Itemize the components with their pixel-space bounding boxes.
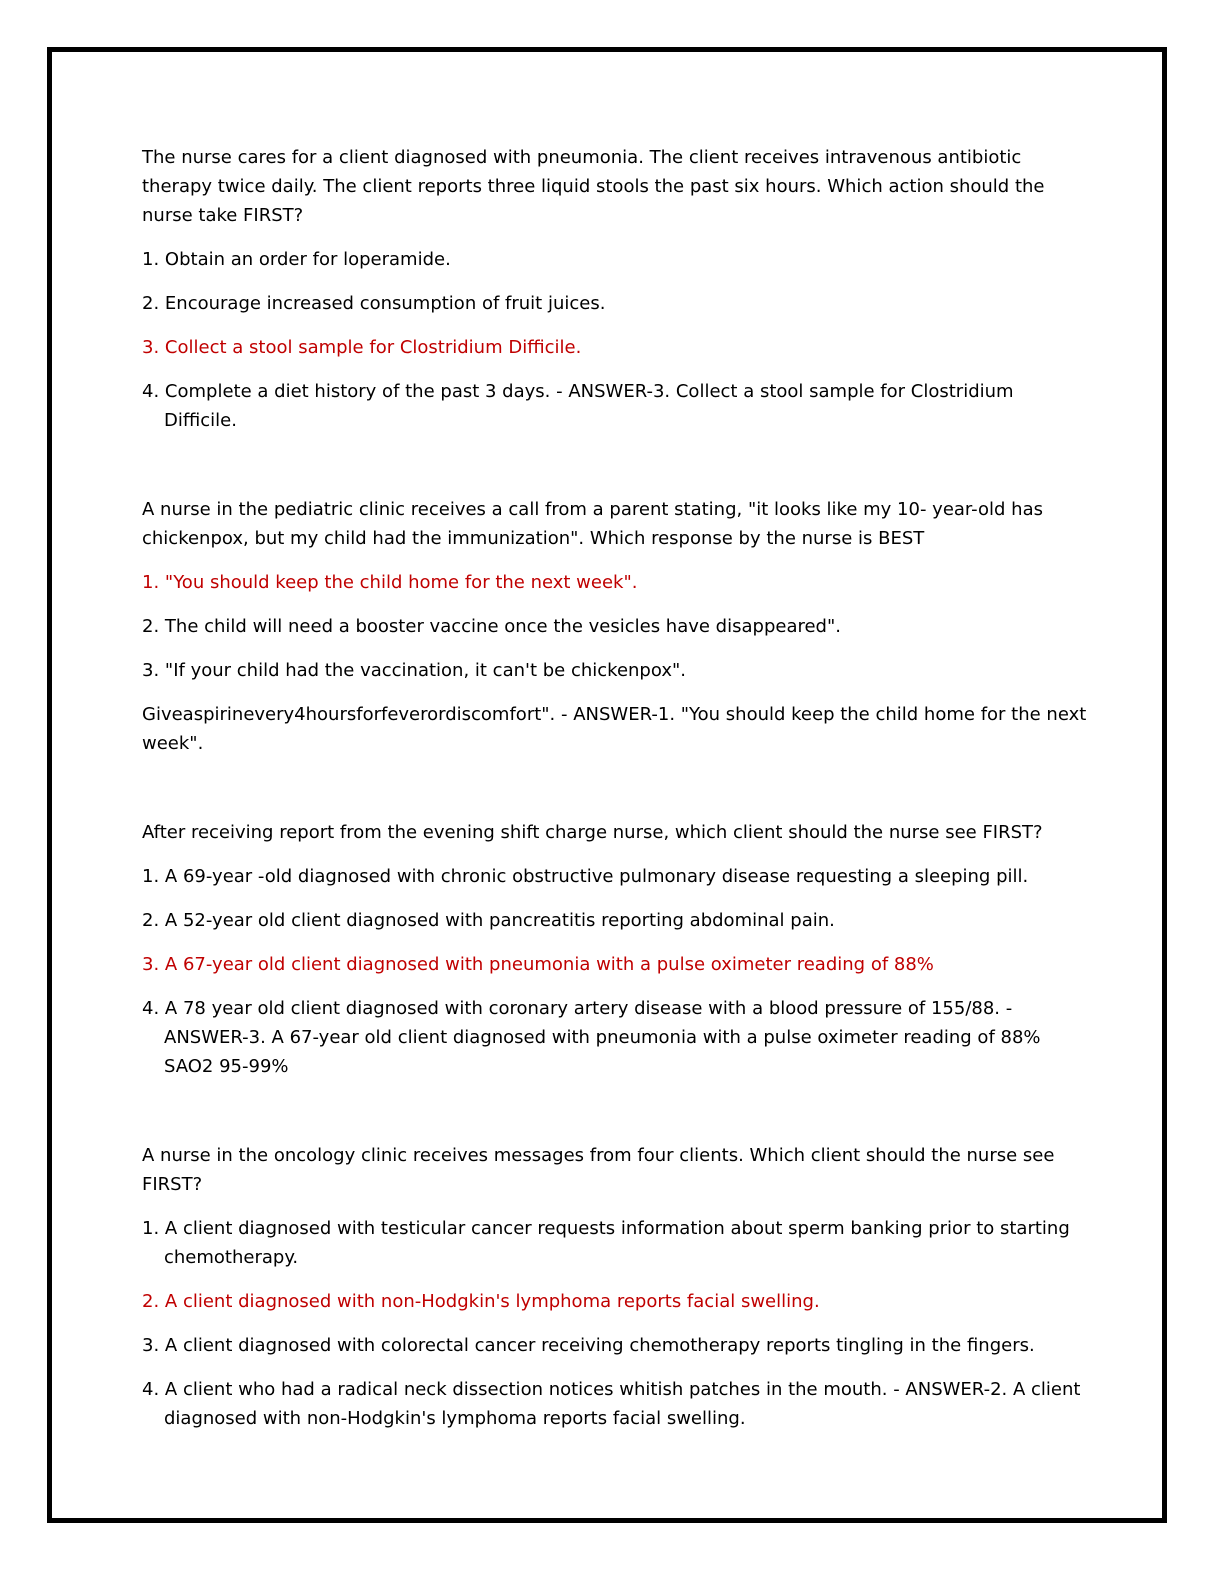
question-1 [142,143,1092,435]
question-stem: A nurse in the pediatric clinic receives a call from a parent stating, "it looks like my 10- year-old has chickenpox, but my child had the immunization". Which response by the nurse is BEST [142,499,1043,549]
option-3: 3. A client diagnosed with colorectal cancer receiving chemotherapy reports tingling in the fingers. [142,1335,1035,1356]
option-4: 4. A client who had a radical neck dissection notices whitish patches in the mouth. - ANSWER-2. A client diagnosed with non-Hodgkin's lymphoma reports facial swelling. [142,1379,1081,1429]
question-3 [142,818,1092,1081]
question-2 [142,495,1092,758]
option-1-correct: 1. "You should keep the child home for the next week". [142,572,638,593]
question-4 [142,1141,1092,1433]
question-stem: After receiving report from the evening shift charge nurse, which client should the nurse see FIRST? [142,822,1043,843]
question-stem: A nurse in the oncology clinic receives messages from four clients. Which client should the nurse see FIRST? [142,1145,1055,1195]
option-2: 2. The child will need a booster vaccine once the vesicles have disappeared". [142,616,841,637]
option-3: 3. "If your child had the vaccination, it can't be chickenpox". [142,660,686,681]
option-3-correct: 3. Collect a stool sample for Clostridium Difficile. [142,337,582,358]
option-1: 1. Obtain an order for loperamide. [142,249,451,270]
document-content [142,143,1092,1493]
option-2: 2. A 52-year old client diagnosed with pancreatitis reporting abdominal pain. [142,910,835,931]
option-4: 4. Complete a diet history of the past 3 days. - ANSWER-3. Collect a stool sample for Clostridium Difficile. [142,381,1014,431]
question-stem: The nurse cares for a client diagnosed with pneumonia. The client receives intravenous antibiotic therapy twice daily. The client reports three liquid stools the past six hours. Which action should the nurse take FIRST? [142,147,1045,226]
option-3-correct: 3. A 67-year old client diagnosed with pneumonia with a pulse oximeter reading of 88% [142,954,934,975]
option-trailing-answer: Giveaspirinevery4hoursforfeverordiscomfort". - ANSWER-1. "You should keep the child home for the next week". [142,704,1087,754]
option-4: 4. A 78 year old client diagnosed with coronary artery disease with a blood pressure of 155/88. - ANSWER-3. A 67-year old client diagnosed with pneumonia with a pulse oximeter reading of 88% SAO2 95-99% [142,998,1041,1077]
option-2-correct: 2. A client diagnosed with non-Hodgkin's lymphoma reports facial swelling. [142,1291,820,1312]
option-2: 2. Encourage increased consumption of fruit juices. [142,293,606,314]
option-1: 1. A 69-year -old diagnosed with chronic obstructive pulmonary disease requesting a sleeping pill. [142,866,1029,887]
option-1: 1. A client diagnosed with testicular cancer requests information about sperm banking prior to starting chemotherapy. [142,1218,1070,1268]
